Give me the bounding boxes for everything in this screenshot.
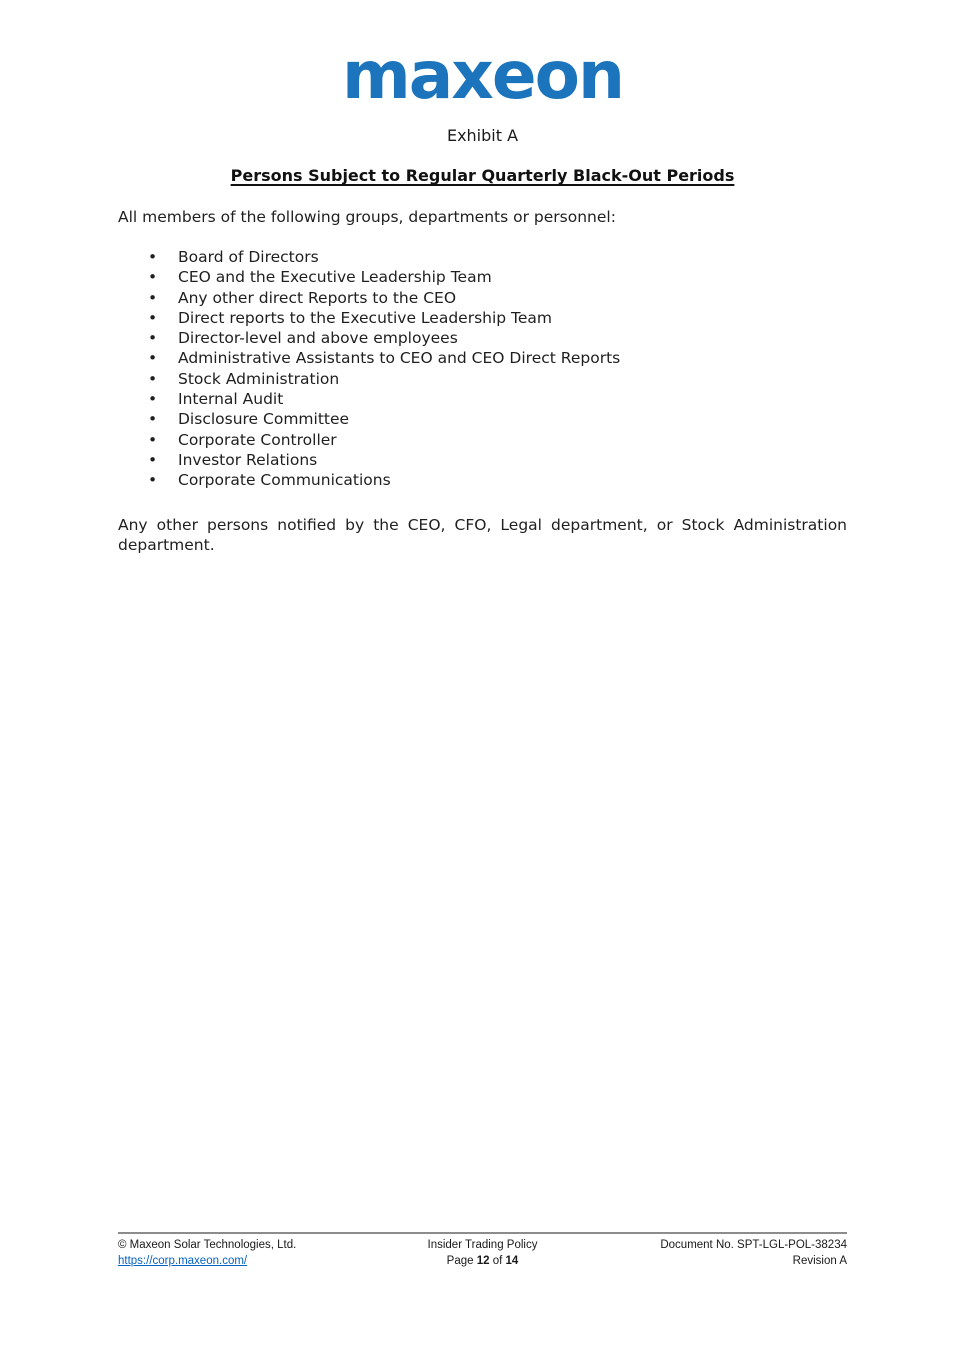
list-item-label: CEO and the Executive Leadership Team — [178, 268, 492, 287]
list-item-label: Investor Relations — [178, 450, 318, 469]
list-item — [148, 267, 847, 287]
bullet-icon: • — [148, 390, 158, 409]
bullet-icon: • — [148, 329, 158, 348]
bullet-icon: • — [148, 450, 158, 469]
list-item-label: Administrative Assistants to CEO and CEO Direct Reports — [178, 349, 621, 368]
bullet-icon: • — [148, 248, 158, 266]
intro-paragraph: All members of the following groups, departments or personnel: — [118, 208, 616, 226]
bullet-icon: • — [148, 430, 158, 449]
list-item-label: Corporate Controller — [178, 430, 337, 449]
bullet-icon: • — [148, 410, 158, 429]
footer-center — [361, 1237, 604, 1269]
list-item — [148, 430, 847, 450]
list-item-label: Any other direct Reports to the CEO — [178, 288, 457, 307]
list-item — [148, 409, 847, 429]
list-item-label: Board of Directors — [178, 248, 319, 266]
page-total: 14 — [505, 1255, 519, 1267]
list-item — [148, 308, 847, 328]
page-content — [0, 0, 965, 556]
list-item — [148, 328, 847, 348]
list-item-label: Internal Audit — [178, 390, 284, 409]
list-item — [148, 389, 847, 409]
list-item-label: Direct reports to the Executive Leadership Team — [178, 308, 553, 327]
page-title: Persons Subject to Regular Quarterly Black-Out Periods — [230, 166, 735, 185]
footer-right — [604, 1237, 847, 1269]
bullet-icon: • — [148, 369, 158, 388]
list-item — [148, 348, 847, 368]
maxeon-logo: maxeon — [342, 37, 623, 114]
list-item-label: Stock Administration — [178, 369, 340, 388]
revision-label: Revision A — [792, 1255, 847, 1267]
bullet-icon: • — [148, 288, 158, 307]
list-item — [148, 369, 847, 389]
bullet-icon: • — [148, 268, 158, 287]
list-item — [148, 288, 847, 308]
footer-left — [118, 1237, 361, 1269]
page-footer — [118, 1232, 847, 1269]
list-item — [148, 450, 847, 470]
page-word: Page — [446, 1255, 477, 1267]
list-item — [148, 470, 847, 490]
list-item — [148, 247, 847, 267]
document-title: Insider Trading Policy — [427, 1239, 538, 1251]
document-number: Document No. SPT-LGL-POL-38234 — [660, 1239, 847, 1251]
list-item-label: Disclosure Committee — [178, 410, 350, 429]
page-number: 12 — [476, 1255, 490, 1267]
copyright-text: © Maxeon Solar Technologies, Ltd. — [118, 1239, 297, 1251]
list-item-label: Corporate Communications — [178, 471, 391, 490]
of-word: of — [489, 1255, 506, 1267]
personnel-list — [118, 247, 847, 491]
closing-paragraph: Any other persons notified by the CEO, CFO, Legal department, or Stock Administration department. — [118, 515, 847, 555]
bullet-icon: • — [148, 349, 158, 368]
exhibit-label: Exhibit A — [446, 126, 519, 145]
bullet-icon: • — [148, 471, 158, 490]
bullet-icon: • — [148, 308, 158, 327]
website-link[interactable]: https://corp.maxeon.com/ — [118, 1255, 248, 1267]
page-indicator — [361, 1253, 604, 1269]
list-item-label: Director-level and above employees — [178, 329, 458, 348]
